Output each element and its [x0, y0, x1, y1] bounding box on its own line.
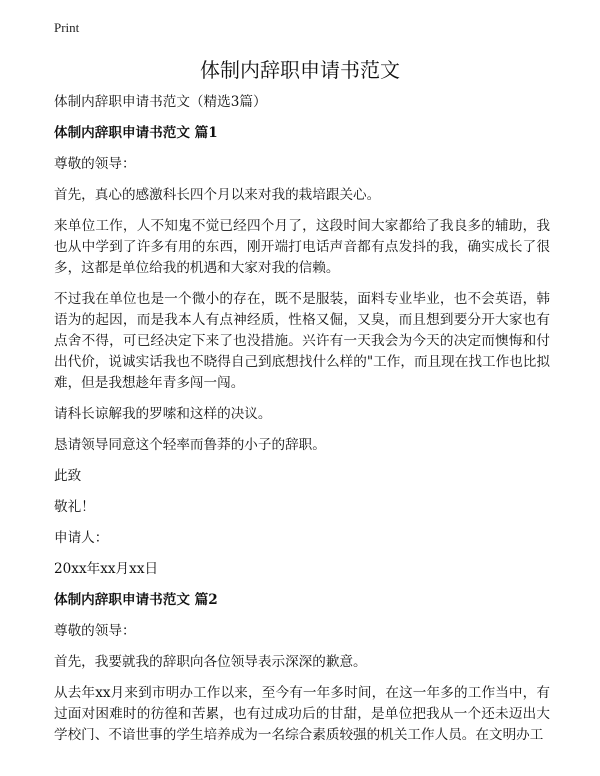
paragraph: 首先，我要就我的辞职向各位领导表示深深的歉意。	[54, 654, 367, 670]
paragraph: 请科长谅解我的罗嗦和这样的决议。	[54, 406, 272, 422]
closing-line: 敬礼！	[54, 499, 95, 515]
print-label: Print	[54, 20, 80, 35]
closing-line: 此致	[54, 468, 82, 484]
section-2	[54, 590, 550, 746]
paragraph: 恳请领导同意这个轻率而鲁莽的小子的辞职。	[54, 437, 326, 453]
paragraph: 首先，真心的感激科长四个月以来对我的栽培跟关心。	[54, 187, 381, 203]
salutation: 尊敬的领导：	[54, 623, 136, 639]
paragraph: 来单位工作，人不知鬼不觉已经四个月了，这段时间大家都给了我良多的辅助，我也从中学到了许多有用的东西，刚开端打电话声音都有点发抖的我，确实成长了很多，这都是单位给我的机遇和大家对我的信赖。	[54, 218, 550, 276]
paragraph: 从去年xx月来到市明办工作以来，至今有一年多时间，在这一年多的工作当中，有过面对困难时的彷徨和苦累，也有过成功后的甘甜，是单位把我从一个还未迈出大学校门、不谙世事的学生培养成为一名综合素质较强的机关工作人员。在文明办工	[54, 685, 550, 743]
section-1	[54, 123, 550, 580]
section-heading: 体制内辞职申请书范文 篇1	[54, 125, 218, 141]
salutation: 尊敬的领导：	[54, 156, 136, 172]
paragraph: 不过我在单位也是一个微小的存在，既不是服装，面料专业毕业，也不会英语，韩语为的起因，而是我本人有点神经质，性格又倔，又臭，而且想到要分开大家也有点舍不得，可已经决定下来了也没措施。兴许有一天我会为今天的决定而懊悔和付出代价，说诚实话我也不晓得自己到底想找什么样的"工作，而且现在找工作也比拟难，但是我想趁年青多闯一闯。	[54, 291, 550, 391]
section-heading: 体制内辞职申请书范文 篇2	[54, 592, 218, 608]
document-subtitle: 体制内辞职申请书范文（精选3篇）	[54, 94, 267, 110]
document-body	[54, 92, 550, 756]
date-line: 20xx年xx月xx日	[54, 561, 159, 577]
document-title: 体制内辞职申请书范文	[200, 58, 400, 82]
applicant-label: 申请人：	[54, 530, 109, 546]
